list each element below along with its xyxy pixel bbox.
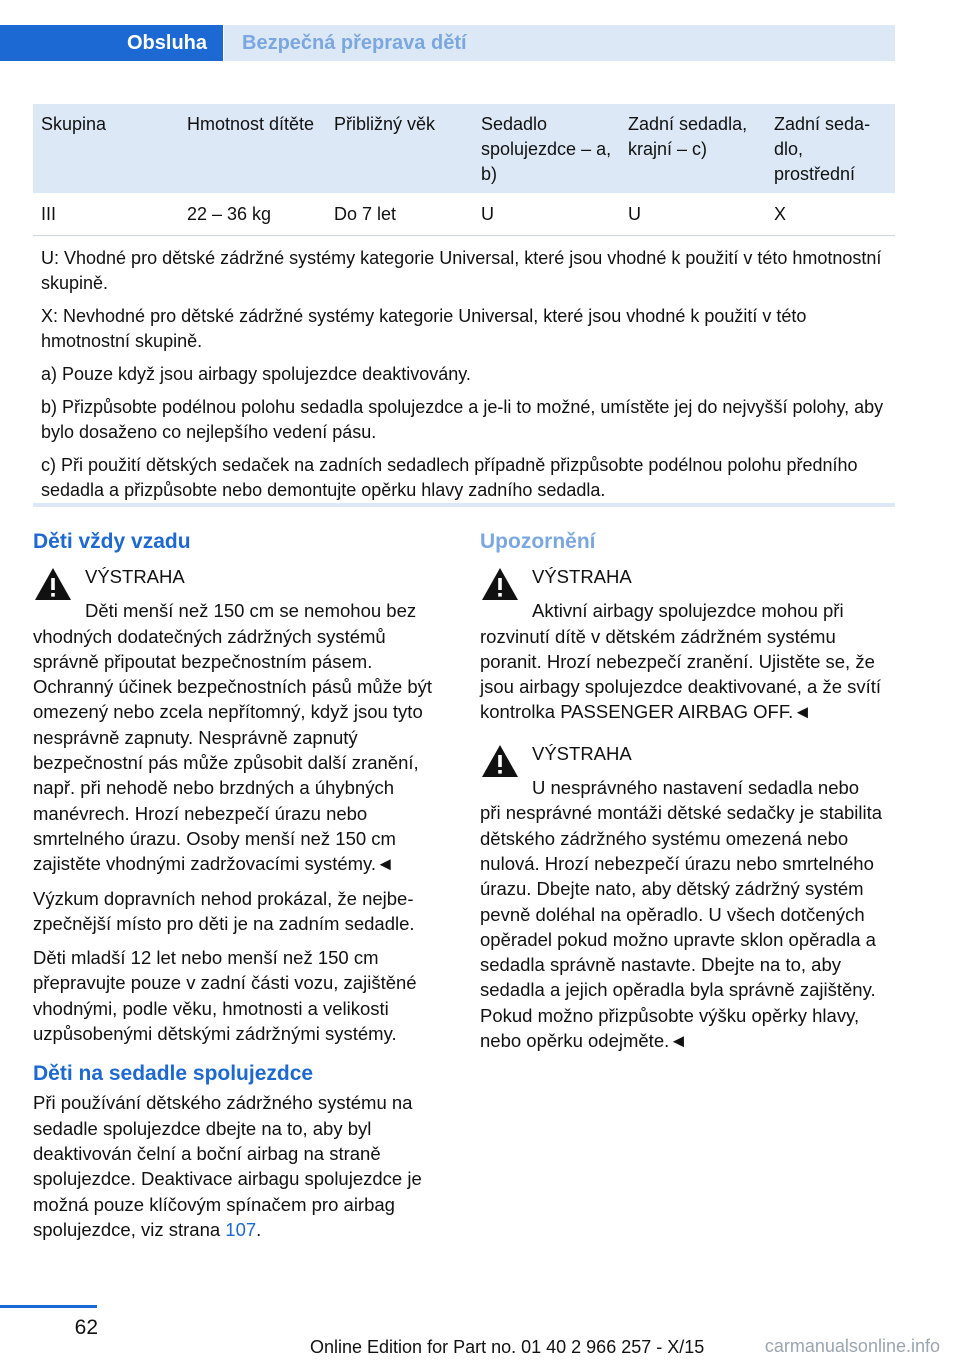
warning-title: VÝSTRAHA: [85, 566, 185, 587]
table-cell: III: [41, 203, 57, 224]
section-tab: Obsluha: [0, 25, 223, 61]
column-header: Hmotnost dítěte: [187, 114, 315, 134]
section-heading: Děti vždy vzadu: [33, 530, 191, 553]
table-notes: [33, 236, 895, 503]
warning-text: při nesprávné montáži dětské sedačky je stabilita dětského zádržného systému omezená nebo nulová. Hrozí nebezpečí úrazu nebo smrtelného úrazu. Dbejte nato, aby dětský zádržný systém pevně doléhal na opěradlo. U všech dotčených opěradel pokud možno upravte sklon opěradla a sedadla správně nastavte. Dbejte na to, aby sedadla a jejich opěradla byla správně zajištěny. Pokud možno přizpůsobte výšku opěrky hlavy, nebo opěrku odejměte.◄: [480, 802, 883, 1052]
table-note: a) Pouze když jsou airbagy spolujezdce deaktivovány.: [41, 364, 471, 384]
warning-text-first: Aktivní airbagy spolujezdce mohou při: [532, 600, 844, 622]
warning-icon: [480, 566, 520, 602]
table-bottom-border: [33, 503, 895, 507]
table-note: c) Při použití dětských sedaček na zadních sedadlech případně přizpůsobte podélnou polohu předního sedadla a přizpůsobte nebo demontujte opěrku hlavy zadního sedadla.: [41, 455, 858, 500]
warning-title: VÝSTRAHA: [532, 742, 632, 764]
page-number: 62: [74, 1316, 98, 1339]
warning-icon: [33, 566, 73, 602]
table-cell: Do 7 let: [334, 203, 397, 224]
left-column: [33, 528, 448, 1251]
section-heading: Děti na sedadle spolujezdce: [33, 1062, 314, 1086]
table-cell: X: [774, 203, 787, 224]
warning-block: [480, 564, 895, 725]
warning-text-first: Děti menší než 150 cm se nemohou bez: [85, 600, 417, 622]
warning-text: rozvinutí dítě v dětském zádržném systému poranit. Hrozí nebezpečí zranění. Ujistěte se, že jsou airbagy spolujezdce deaktivované, a že svítí kontrolka PASSENGER AIRBAG OFF.◄: [480, 625, 882, 723]
page-reference-link[interactable]: 107: [225, 1218, 257, 1240]
column-header: Přibližný věk: [334, 114, 436, 134]
warning-title: VÝSTRAHA: [532, 566, 632, 587]
warning-text-first: U nesprávného nastavení sedadla nebo: [532, 777, 860, 799]
body-paragraph: Výzkum dopravních nehod prokázal, že nejbezpečnější místo pro děti je na zadním sedadle.: [33, 887, 415, 934]
table-note: X: Nevhodné pro dětské zádržné systémy kategorie Universal, které jsou vhodné k použití v této hmotnostní skupině.: [41, 306, 807, 351]
right-column: [480, 528, 895, 1053]
table-cell: U: [628, 203, 641, 224]
warning-text: vhodných dodatečných zádržných systémů správně připoutat bezpečnostním pásem. Ochranný účinek bezpečnostních pásů může být omezený nebo zcela nepřítomný, když jsou tyto nesprávně zapnuty. Nesprávně zapnutý bezpečnostní pás může způsobit další zranění, např. při nehodě nebo brzdných a úhybných manévrech. Hrozí nebezpečí úrazu nebo smrtelného úrazu. Osoby menší než 150 cm zajistěte vhodnými zadržovacími systémy.◄: [33, 625, 433, 875]
table-note: U: Vhodné pro dětské zádržné systémy kategorie Universal, které jsou vhodné k použití v této hmotnostní skupině.: [41, 248, 882, 293]
page-header: [0, 25, 895, 61]
table-cell: U: [481, 203, 494, 224]
edition-text: Online Edition for Part no. 01 40 2 966 257 - X/15: [310, 1337, 705, 1357]
table-row: [33, 193, 895, 236]
body-text: Při používání dětského zádržného systému na sedadle spolujezdce dbejte na to, aby byl deaktivován čelní a boční airbag na straně spolujezdce. Deaktivace airbagu spolujezdce je možná pouze klíčovým spínačem pro airbag spolujezdce, viz strana: [33, 1092, 422, 1240]
body-paragraph-with-link: [33, 1090, 448, 1242]
child-seat-table: [33, 104, 895, 511]
column-header: Zadní sedadla, krajní – c): [628, 114, 748, 159]
footer-accent-line: [0, 1305, 97, 1308]
punctuation: .: [256, 1218, 262, 1240]
warning-block: [480, 741, 895, 1054]
watermark: carmanualsonline.info: [764, 1336, 940, 1356]
warning-block: [33, 564, 448, 877]
column-header: Zadní sedadlo, prostřední: [774, 114, 871, 184]
table-header: [33, 104, 895, 193]
body-paragraph: Děti mladší 12 let nebo menší než 150 cm přepravujte pouze v zadní části vozu, zajištěné vhodnými, podle věku, hmotnosti a velikosti uzpůsobenými dětskými zádržnými systémy.: [33, 947, 417, 1045]
warning-icon: [480, 743, 520, 779]
table-cell: 22 – 36 kg: [187, 203, 272, 224]
column-header: Sedadlo spolujezdce – a, b): [481, 114, 612, 184]
section-heading: Upozornění: [480, 530, 596, 553]
topic-tab: Bezpečná přeprava dětí: [224, 25, 895, 61]
column-header: Skupina: [41, 114, 107, 134]
table-note: b) Přizpůsobte podélnou polohu sedadla spolujezdce a je-li to možné, umístěte jej do nejvyšší polohy, aby bylo dosaženo co nejlepšího vedení pásu.: [41, 397, 884, 442]
